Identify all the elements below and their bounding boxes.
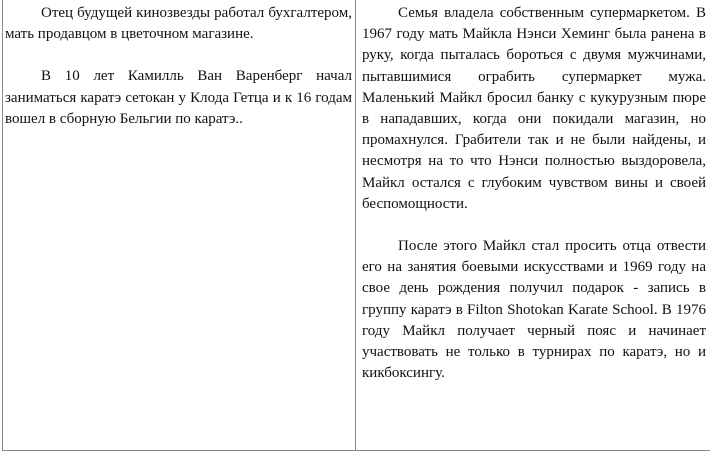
right-paragraph-1: Семья владела собственным супермаркетом. В 1967 году мать Майкла Нэнси Хеминг была ранена в руку, когда пыталась бороться с двумя мужчинами, пытавшимися ограбить супермаркет мужа. Маленький Майкл бросил банку с кукурузным пюре в нападавших, когда они покидали магазин, но промахнулся. Грабители так и не были найдены, и несмотря на то что Нэнси полностью выздоровела, Майкл остался с глубоким чувством вины и своей беспомощности. [362,5,706,212]
right-paragraph-2: После этого Майкл стал просить отца отвести его на занятия боевыми искусствами и 1969 году на свое день рождения получил подарок - запись в группу каратэ в Filton Shotokan Karate School. В 1976 году Майкл получает черный пояс и начинает участвовать не только в турнирах по каратэ, но и кикбоксингу. [362,238,706,382]
left-paragraph-2: В 10 лет Камилль Ван Варенберг начал заниматься каратэ сетокан у Клода Гетца и к 16 годам вошел в сборную Бельгии по каратэ.. [5,68,352,127]
left-paragraph-1: Отец будущей кинозвезды работал бухгалтером, мать продавцом в цветочном магазине. [5,5,352,43]
left-column [5,3,352,130]
right-column [362,3,706,384]
column-divider [355,0,356,451]
